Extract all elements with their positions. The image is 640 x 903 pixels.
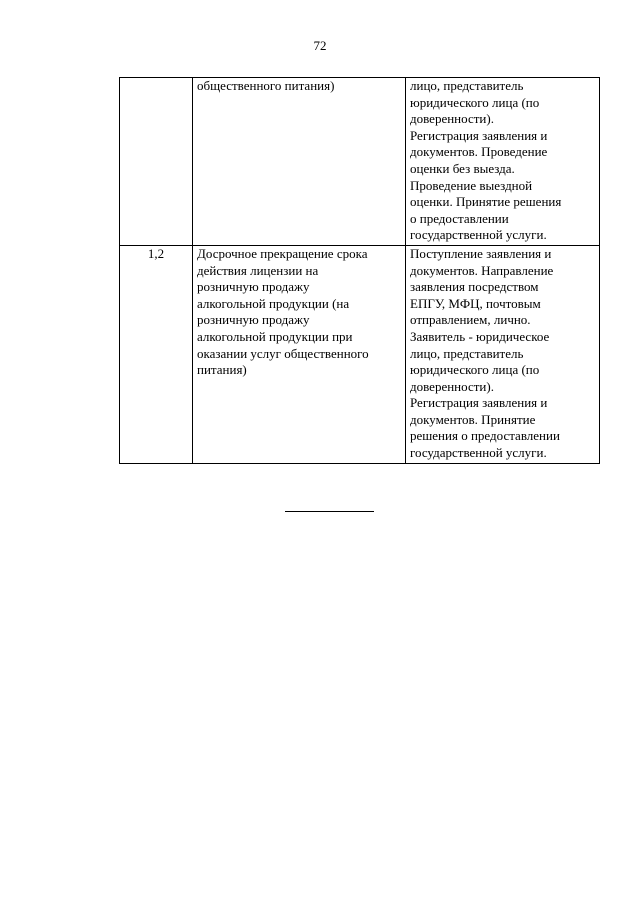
procedure-line: Поступление заявления и bbox=[410, 245, 552, 261]
service-name-line: оказании услуг общественного bbox=[197, 345, 369, 361]
service-name-line: розничную продажу bbox=[197, 279, 310, 295]
row-number-cell: 1,2 bbox=[120, 245, 193, 463]
procedure-line: доверенности). bbox=[410, 378, 494, 394]
end-of-document-rule bbox=[285, 511, 374, 512]
services-table bbox=[119, 77, 600, 464]
procedure-line: заявления посредством bbox=[410, 279, 539, 295]
service-name-line: действия лицензии на bbox=[197, 262, 319, 278]
service-name-line: розничную продажу bbox=[197, 312, 310, 328]
procedure-line: государственной услуги. bbox=[410, 227, 547, 243]
procedure-line: ЕПГУ, МФЦ, почтовым bbox=[410, 295, 541, 311]
procedure-line: решения о предоставлении bbox=[410, 428, 560, 444]
procedure-line: Регистрация заявления и bbox=[410, 395, 548, 411]
row-number-cell bbox=[120, 78, 193, 246]
procedure-line: государственной услуги. bbox=[410, 445, 547, 461]
procedure-line: документов. Принятие bbox=[410, 411, 536, 427]
table-row bbox=[120, 245, 600, 463]
service-name-line: алкогольной продукции при bbox=[197, 328, 353, 344]
service-name-cell bbox=[193, 78, 406, 246]
table-body bbox=[120, 78, 600, 464]
procedure-line: лицо, представитель bbox=[410, 345, 524, 361]
procedure-cell bbox=[406, 78, 600, 246]
procedure-line: юридического лица (по bbox=[410, 94, 540, 110]
procedure-line: оценки без выезда. bbox=[410, 160, 515, 176]
procedure-line: Заявитель - юридическое bbox=[410, 328, 550, 344]
service-name-line: Досрочное прекращение срока bbox=[197, 245, 368, 261]
service-name-cell bbox=[193, 245, 406, 463]
procedure-line: отправлением, лично. bbox=[410, 312, 531, 328]
procedure-line: лицо, представитель bbox=[410, 78, 524, 93]
table-row bbox=[120, 78, 600, 246]
service-name-line: общественного питания) bbox=[197, 78, 335, 93]
procedure-line: оценки. Принятие решения bbox=[410, 194, 562, 210]
page-number: 72 bbox=[313, 38, 327, 53]
procedure-line: доверенности). bbox=[410, 111, 494, 127]
service-name-line: питания) bbox=[197, 362, 247, 378]
procedure-cell bbox=[406, 245, 600, 463]
procedure-line: юридического лица (по bbox=[410, 362, 540, 378]
procedure-line: о предоставлении bbox=[410, 210, 509, 226]
procedure-line: документов. Направление bbox=[410, 262, 554, 278]
service-name-line: алкогольной продукции (на bbox=[197, 295, 350, 311]
procedure-line: Проведение выездной bbox=[410, 177, 533, 193]
procedure-line: документов. Проведение bbox=[410, 144, 548, 160]
procedure-line: Регистрация заявления и bbox=[410, 127, 548, 143]
